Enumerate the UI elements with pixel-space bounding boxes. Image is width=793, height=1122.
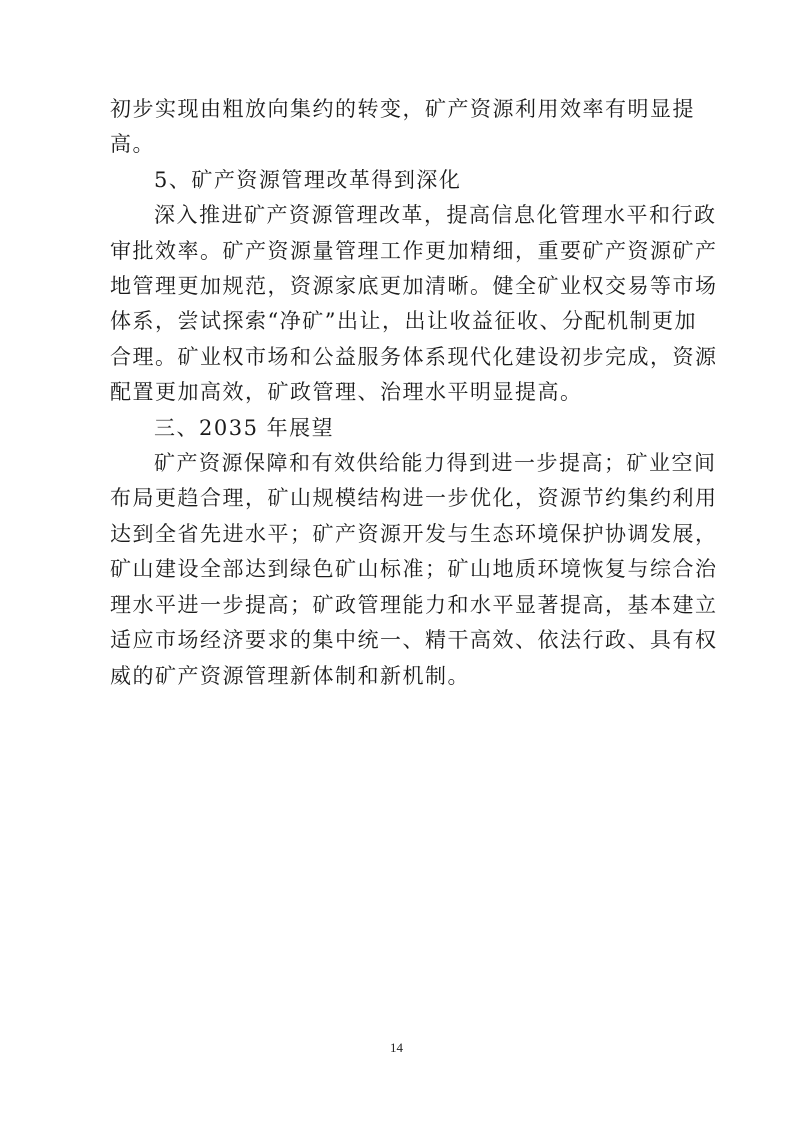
text-line: 初步实现由粗放向集约的转变，矿产资源利用效率有明显提 bbox=[110, 97, 695, 121]
text-line: 审批效率。矿产资源量管理工作更加精细，重要矿产资源矿产 bbox=[110, 238, 718, 263]
heading-text: 5、矿产资源管理改革得到深化 bbox=[154, 167, 462, 192]
text-line: 体系，尝试探索“净矿”出让，出让收益征收、分配机制更加 bbox=[110, 309, 697, 334]
document-body bbox=[110, 92, 718, 694]
heading-text: 三、2035 年展望 bbox=[154, 415, 335, 440]
paragraph-2035-outlook bbox=[110, 446, 718, 694]
text-line: 威的矿产资源管理新体制和新机制。 bbox=[110, 663, 470, 688]
paragraph-management-reform bbox=[110, 198, 718, 410]
page-number: 14 bbox=[390, 1040, 403, 1055]
text-line: 地管理更加规范，资源家底更加清晰。健全矿业权交易等市场 bbox=[110, 274, 718, 299]
text-line: 配置更加高效，矿政管理、治理水平明显提高。 bbox=[110, 380, 583, 405]
text-line: 矿山建设全部达到绿色矿山标准；矿山地质环境恢复与综合治 bbox=[110, 557, 718, 582]
text-line: 适应市场经济要求的集中统一、精干高效、依法行政、具有权 bbox=[110, 628, 718, 653]
text-line: 合理。矿业权市场和公益服务体系现代化建设初步完成，资源 bbox=[110, 344, 718, 369]
section-heading-2035 bbox=[110, 411, 685, 446]
text-line: 高。 bbox=[110, 132, 155, 157]
text-line: 理水平进一步提高；矿政管理能力和水平显著提高，基本建立 bbox=[110, 592, 718, 617]
text-line: 达到全省先进水平；矿产资源开发与生态环境保护协调发展， bbox=[110, 521, 718, 546]
text-line: 矿产资源保障和有效供给能力得到进一步提高；矿业空间 bbox=[154, 451, 717, 476]
paragraph-continuation bbox=[110, 92, 695, 163]
text-line: 深入推进矿产资源管理改革，提高信息化管理水平和行政 bbox=[154, 203, 717, 228]
section-heading-5 bbox=[110, 163, 685, 198]
text-line: 布局更趋合理，矿山规模结构进一步优化，资源节约集约利用 bbox=[110, 486, 718, 511]
